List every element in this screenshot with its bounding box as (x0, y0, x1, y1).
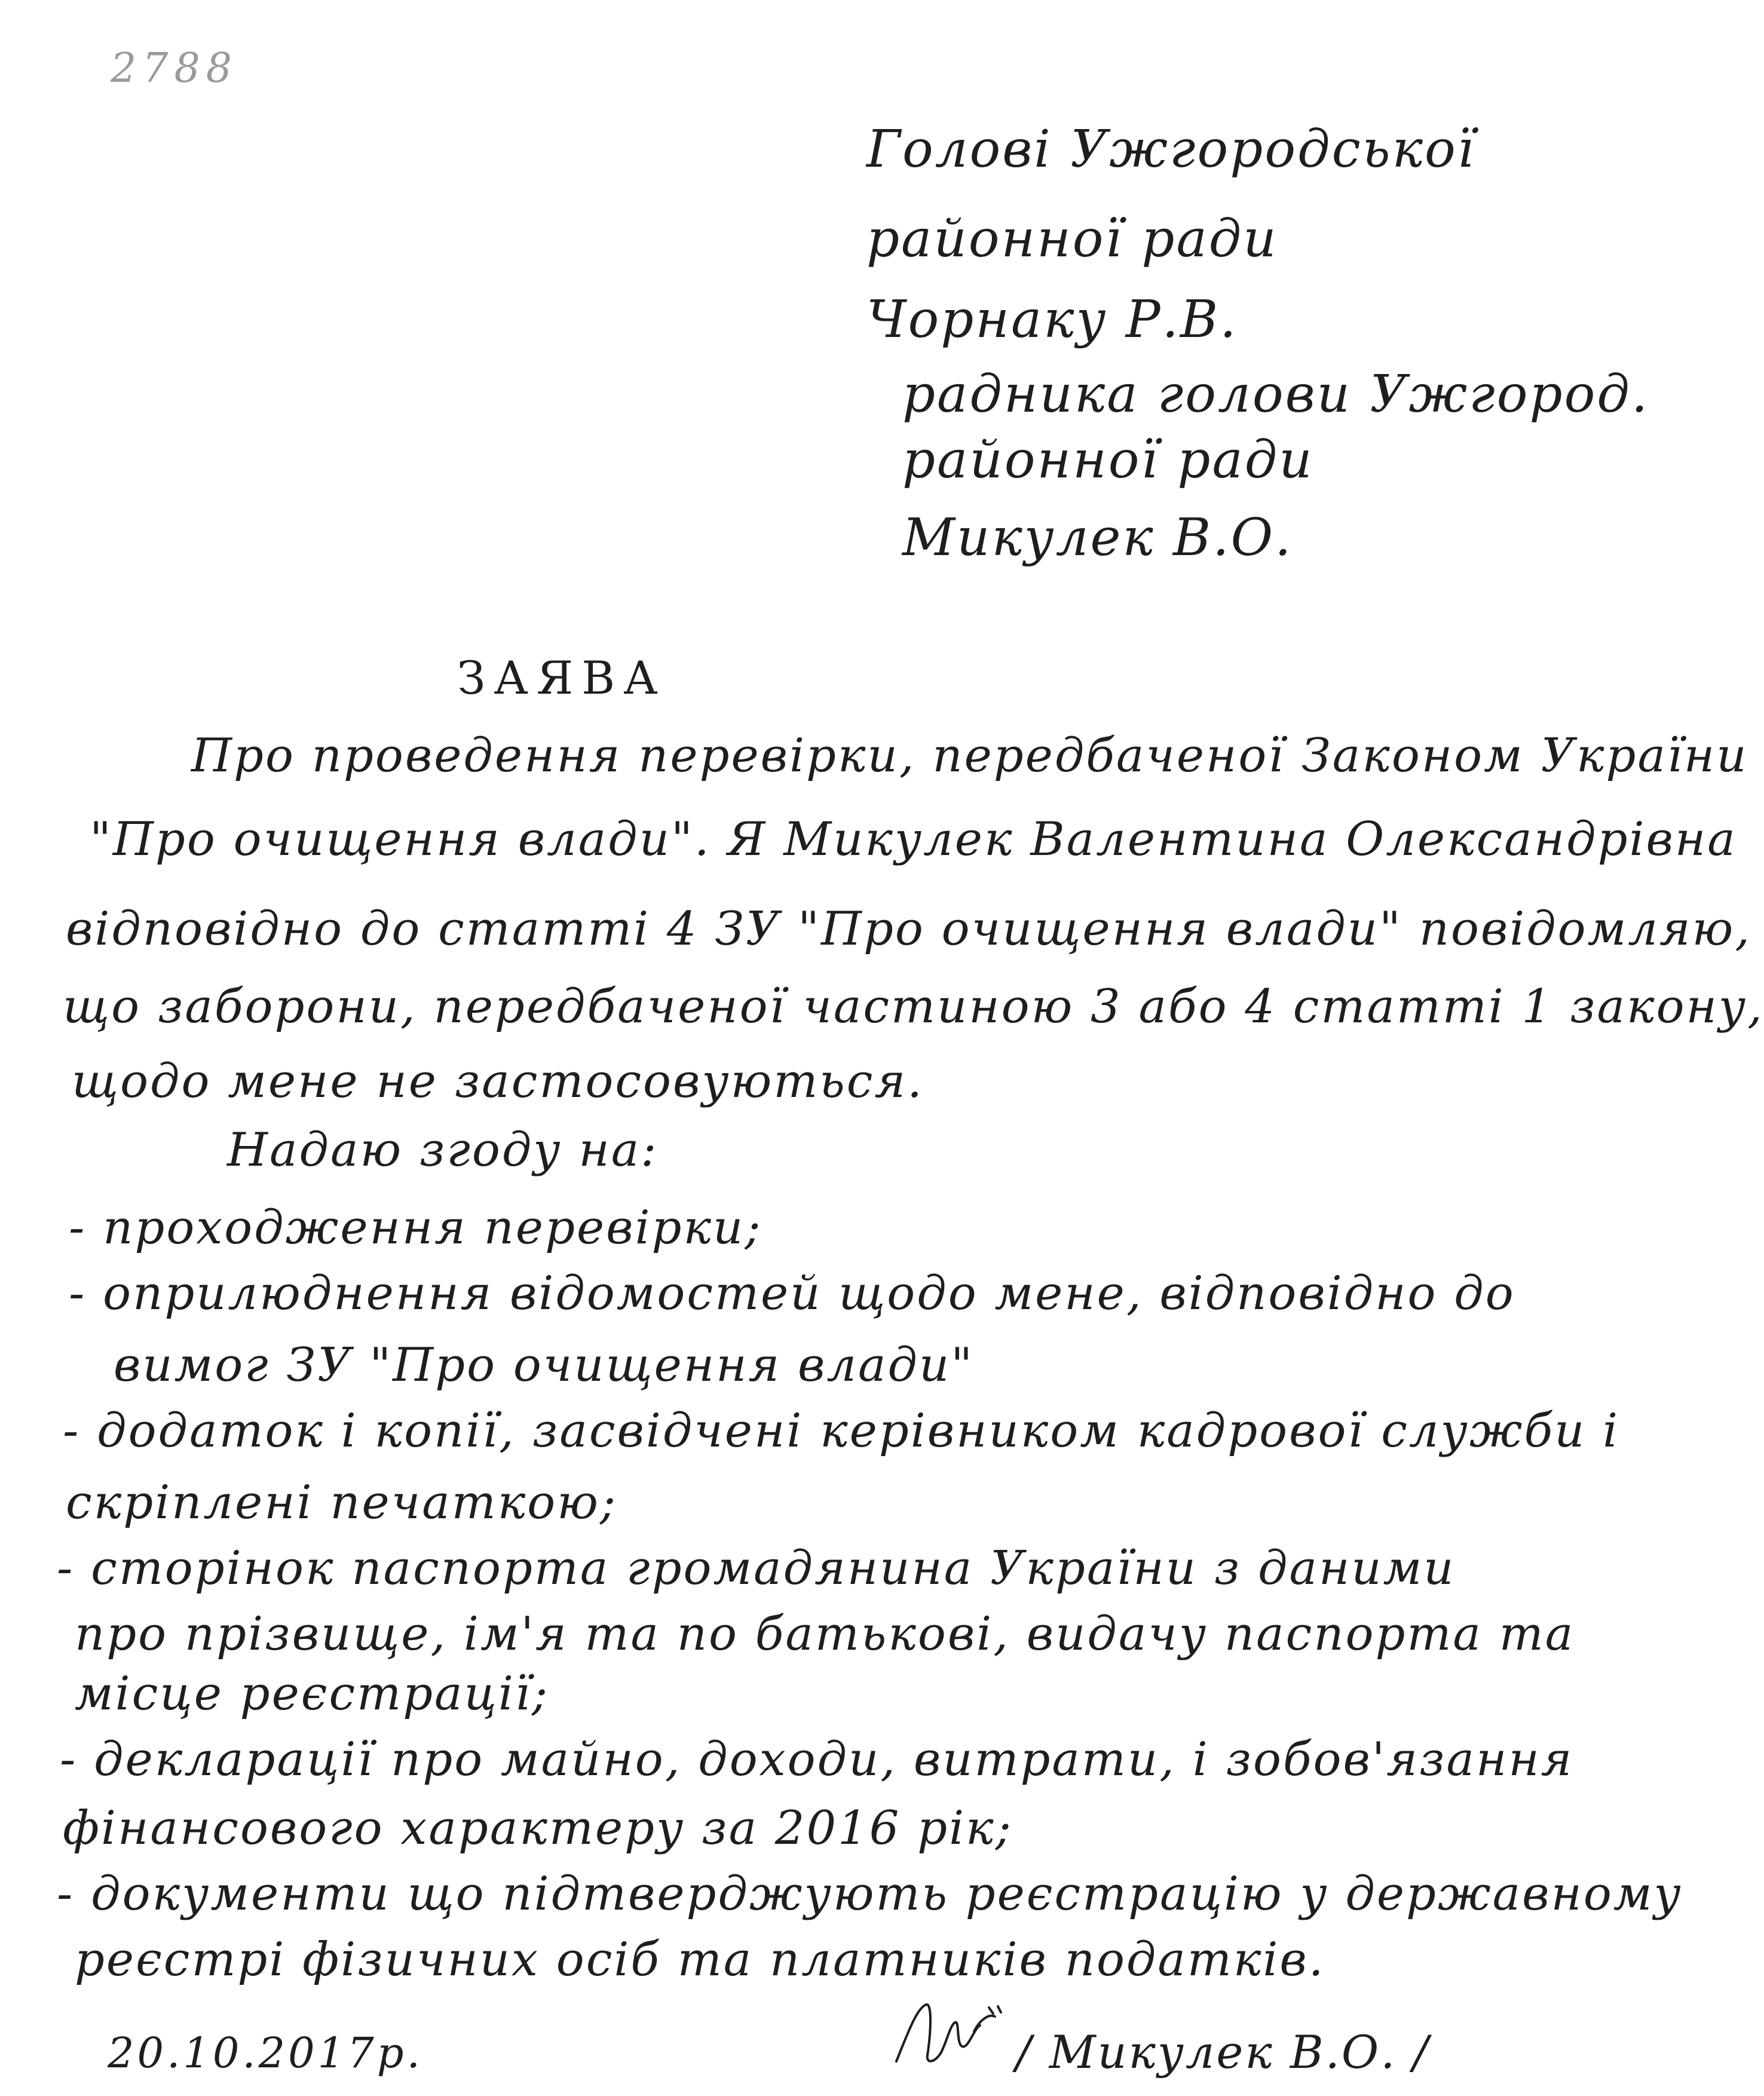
body-line: що заборони, передбаченої частиною 3 або 4 статті 1 закону, (63, 980, 1764, 1034)
document-title: ЗАЯВА (457, 651, 666, 704)
body-line: - сторінок паспорта громадянина України з даними (57, 1542, 1456, 1595)
handwritten-signature (884, 1996, 1016, 2073)
body-line: Про проведення перевірки, передбаченої Законом України (191, 729, 1748, 783)
body-line: відповідно до статті 4 ЗУ "Про очищення влади" повідомляю, (66, 902, 1752, 956)
addressee-line: районної ради (902, 430, 1314, 490)
body-line: про прізвище, ім'я та по батькові, видачу паспорта та (75, 1607, 1575, 1661)
addressee-line: Чорнаку Р.В. (866, 290, 1238, 350)
addressee-line: Микулек В.О. (902, 508, 1293, 568)
body-line: реєстрі фізичних осіб та платників податків. (75, 1933, 1325, 1987)
body-line: щодо мене не застосовуються. (72, 1055, 924, 1108)
body-line: "Про очищення влади". Я Микулек Валентина Олександрівна (90, 813, 1737, 866)
body-line: - документи що підтверджують реєстрацію у державному (57, 1867, 1683, 1921)
body-line: скріплені печаткою; (66, 1476, 618, 1530)
archive-number: 2788 (111, 45, 238, 92)
body-line: вимог ЗУ "Про очищення влади" (114, 1338, 975, 1392)
body-line: - декларації про майно, доходи, витрати, і зобов'язання (60, 1733, 1574, 1786)
addressee-line: радника голови Ужгород. (902, 364, 1650, 424)
body-line: Надаю згоду на: (227, 1123, 659, 1177)
signatory-name: / Микулек В.О. / (1016, 2025, 1431, 2079)
body-line: місце реєстрації; (75, 1667, 550, 1721)
body-line: - проходження перевірки; (69, 1201, 762, 1255)
body-line: - оприлюднення відомостей щодо мене, відповідно до (69, 1267, 1515, 1320)
addressee-line: Голові Ужгородської (866, 119, 1476, 179)
document-date: 20.10.2017р. (108, 2028, 423, 2077)
body-line: фінансового характеру за 2016 рік; (63, 1801, 1013, 1855)
body-line: - додаток і копії, засвідчені керівником кадрової служби і (63, 1404, 1620, 1458)
addressee-line: районної ради (866, 209, 1278, 269)
